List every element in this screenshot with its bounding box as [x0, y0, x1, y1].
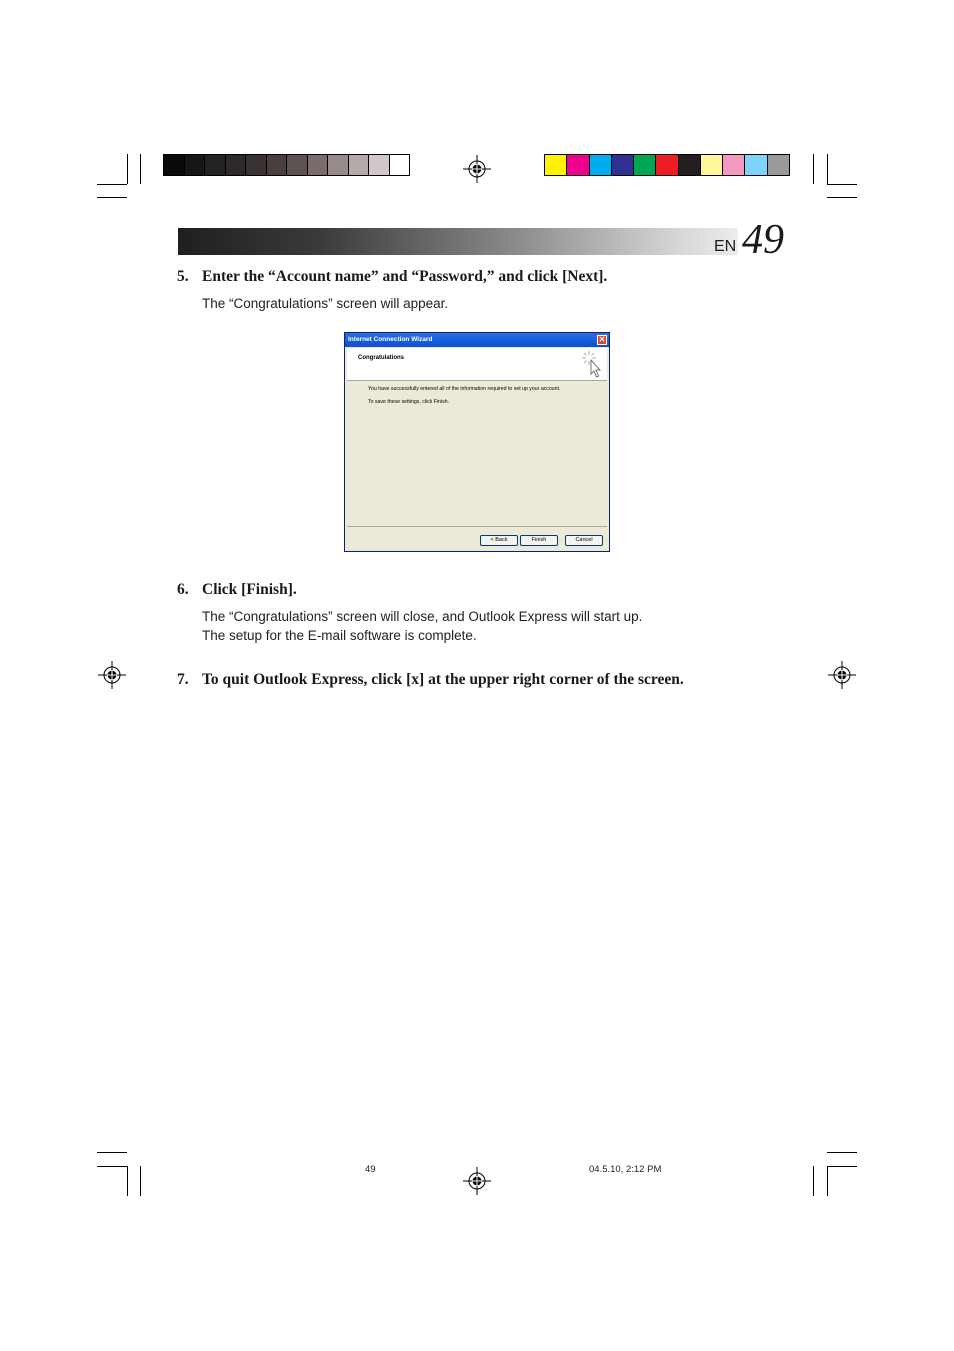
color-swatch [349, 155, 370, 175]
color-swatch [567, 155, 589, 175]
process-color-bar [544, 154, 790, 176]
wizard-divider [347, 526, 607, 527]
color-swatch [679, 155, 701, 175]
step-text: Click [Finish]. [202, 581, 297, 598]
color-swatch [745, 155, 767, 175]
color-swatch [701, 155, 723, 175]
page-number: 49 [742, 217, 784, 263]
color-swatch [287, 155, 308, 175]
color-swatch [369, 155, 390, 175]
cancel-button[interactable]: Cancel [565, 535, 603, 546]
step-text: Enter the “Account name” and “Password,” and click [Next]. [202, 268, 608, 285]
footer-page-number: 49 [365, 1164, 376, 1175]
wizard-cursor-icon [581, 350, 603, 378]
step-6-body-line-2: The setup for the E-mail software is complete. [202, 628, 477, 643]
color-swatch [612, 155, 634, 175]
step-number: 5. [177, 268, 189, 285]
step-number: 6. [177, 581, 189, 598]
step-number: 7. [177, 671, 189, 688]
color-swatch [723, 155, 745, 175]
color-swatch [205, 155, 226, 175]
registration-mark-icon [463, 1167, 491, 1195]
color-swatch [390, 155, 410, 175]
color-swatch [185, 155, 206, 175]
registration-mark-icon [463, 155, 491, 183]
color-swatch [328, 155, 349, 175]
wizard-instruction: To save these settings, click Finish. [368, 399, 450, 405]
language-label: EN [714, 238, 737, 255]
registration-mark-icon [828, 661, 856, 689]
internet-connection-wizard-window [344, 332, 610, 552]
color-swatch [164, 155, 185, 175]
color-swatch [545, 155, 567, 175]
color-swatch [246, 155, 267, 175]
color-swatch [267, 155, 288, 175]
wizard-message: You have successfully entered all of the information required to set up your account. [368, 386, 561, 392]
finish-button[interactable]: Finish [520, 535, 558, 546]
color-swatch [226, 155, 247, 175]
color-swatch [590, 155, 612, 175]
step-5-body: The “Congratulations” screen will appear. [202, 296, 449, 311]
step-5-title [177, 268, 607, 286]
back-button[interactable]: < Back [480, 535, 518, 546]
step-7-title [177, 671, 684, 689]
step-6-body-line-1: The “Congratulations” screen will close, and Outlook Express will start up. [202, 609, 643, 624]
color-swatch [656, 155, 678, 175]
step-text: To quit Outlook Express, click [x] at the upper right corner of the screen. [202, 671, 684, 688]
color-swatch [308, 155, 329, 175]
step-6-title [177, 581, 297, 599]
grayscale-color-bar [163, 154, 410, 176]
wizard-heading: Congratulations [358, 355, 404, 361]
color-swatch [634, 155, 656, 175]
close-icon[interactable]: ✕ [598, 335, 606, 344]
footer-timestamp: 04.5.10, 2:12 PM [589, 1164, 662, 1175]
color-swatch [768, 155, 789, 175]
wizard-header [347, 348, 607, 381]
header-gradient-bar [178, 228, 738, 255]
wizard-title: Internet Connection Wizard [348, 336, 433, 343]
wizard-title-bar [345, 333, 609, 347]
registration-mark-icon [98, 661, 126, 689]
